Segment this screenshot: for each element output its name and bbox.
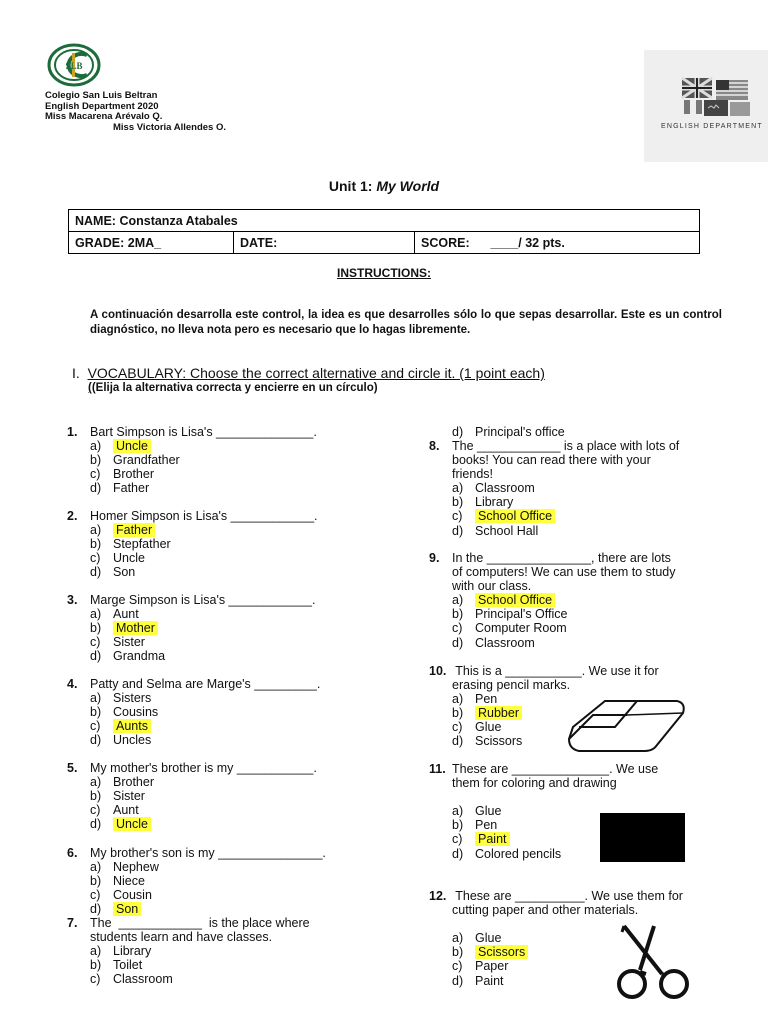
selected-option-text: Aunts — [113, 719, 151, 733]
option-letter: c) — [90, 803, 101, 818]
option-a[interactable] — [90, 607, 315, 621]
option-text: Niece — [113, 874, 145, 889]
option-d[interactable] — [90, 649, 315, 663]
question-9 — [429, 551, 676, 650]
question-number: 1. — [67, 425, 78, 439]
option-letter: d) — [90, 565, 102, 580]
selected-option-text: School Office — [475, 593, 555, 607]
selected-option-text: Uncle — [113, 817, 151, 831]
instructions-title: INSTRUCTIONS: — [337, 266, 431, 280]
option-text: Cousins — [113, 705, 159, 720]
option-letter: a) — [90, 944, 102, 959]
question-text: Patty and Selma are Marge's _________. — [90, 677, 321, 691]
teacher-name-2: Miss Victoria Allendes O. — [113, 121, 226, 133]
section-number: I. — [72, 365, 80, 381]
option-letter: d) — [90, 902, 102, 917]
option-b[interactable] — [90, 874, 326, 888]
option-c[interactable] — [452, 509, 679, 523]
option-letter: d) — [90, 649, 102, 664]
option-text: Grandfather — [113, 453, 180, 468]
section-heading: VOCABULARY: Choose the correct alternative and circle it. (1 point each) — [87, 365, 545, 381]
question-text: My mother's brother is my ___________. — [90, 761, 317, 775]
option-text: Uncles — [113, 733, 152, 748]
option-text: Classroom — [475, 481, 535, 496]
page-title — [0, 178, 768, 194]
option[interactable] — [452, 425, 565, 439]
option-letter: b) — [90, 453, 102, 468]
name-cell: NAME: Constanza Atabales — [69, 210, 700, 232]
option-d[interactable] — [452, 636, 676, 650]
option-a[interactable] — [452, 593, 676, 607]
option-letter: c) — [90, 467, 101, 482]
option-letter: c) — [452, 509, 463, 524]
question-text: students learn and have classes. — [90, 930, 273, 945]
question-text: books! You can read there with your — [452, 453, 651, 468]
question-text: Marge Simpson is Lisa's ____________. — [90, 593, 316, 607]
question-5 — [67, 761, 317, 832]
question-text: Homer Simpson is Lisa's ____________. — [90, 509, 318, 523]
school-logo — [47, 43, 101, 87]
question-number: 7. — [67, 916, 78, 930]
question-number: 3. — [67, 593, 78, 607]
option-c[interactable] — [90, 551, 318, 565]
option-letter: a) — [90, 439, 102, 454]
option-letter: c) — [90, 719, 101, 734]
option-letter: a) — [90, 523, 102, 538]
question-7-continued — [452, 425, 565, 439]
question-number: 8. — [429, 439, 440, 453]
question-text: cutting paper and other materials. — [452, 903, 639, 918]
option-text: Principal's office — [475, 425, 565, 439]
option-letter: c) — [452, 832, 463, 847]
unit-number: Unit 1: — [328, 178, 373, 194]
option-text: Son — [113, 565, 136, 580]
option-b[interactable] — [452, 495, 679, 509]
option-letter: c) — [452, 959, 463, 974]
option-d[interactable] — [452, 524, 679, 538]
option-a[interactable] — [90, 860, 326, 874]
option-letter: b) — [452, 945, 464, 960]
option-text: Library — [113, 944, 152, 959]
option-text: Glue — [475, 804, 502, 819]
option-c[interactable] — [90, 635, 315, 649]
option-text: Sisters — [113, 691, 152, 706]
option-a[interactable] — [90, 775, 317, 789]
selected-option-text: Scissors — [475, 945, 528, 959]
question-4 — [67, 677, 321, 748]
question-7 — [67, 916, 310, 987]
option-letter: c) — [452, 621, 463, 636]
dept-label: ENGLISH DEPARTMENT — [661, 123, 763, 130]
question-number: 9. — [429, 551, 440, 565]
option-text: Principal's Office — [475, 607, 568, 622]
option-d[interactable] — [90, 817, 317, 831]
option-text: Aunt — [113, 607, 139, 622]
option-a[interactable] — [90, 523, 318, 537]
question-text: This is a ___________. We use it for — [452, 664, 659, 678]
selected-option-text: Son — [113, 902, 141, 916]
option-a[interactable] — [90, 691, 320, 705]
option-a[interactable] — [452, 481, 679, 495]
option-letter: a) — [90, 691, 102, 706]
question-text: The ____________ is a place with lots of — [452, 439, 680, 453]
option-text: Uncle — [113, 551, 145, 566]
option-text: Pen — [475, 692, 498, 707]
option-text: Glue — [475, 720, 502, 735]
selected-option-text: Father — [113, 523, 155, 537]
option-letter: d) — [90, 817, 102, 832]
option-letter: d) — [452, 425, 464, 439]
question-text: of computers! We can use them to study — [452, 565, 676, 580]
option-text: Brother — [113, 775, 154, 790]
option-b[interactable] — [90, 453, 317, 467]
option-letter: d) — [452, 635, 464, 650]
school-info — [45, 91, 226, 133]
option-text: Paint — [475, 973, 504, 988]
option-d[interactable] — [90, 733, 320, 747]
question-text: These are __________. We use them for — [452, 889, 683, 903]
option-b[interactable] — [90, 621, 315, 635]
option-letter: a) — [452, 804, 464, 819]
question-text: with our class. — [452, 579, 532, 594]
question-text: These are ______________. We use — [452, 762, 659, 776]
question-1 — [67, 425, 317, 496]
eraser-icon — [565, 693, 690, 757]
option-b[interactable] — [90, 537, 318, 551]
option-text: Brother — [113, 467, 154, 482]
option-letter: a) — [90, 775, 102, 790]
option-letter: d) — [452, 734, 464, 749]
flags-icon — [680, 76, 752, 120]
option-letter: b) — [90, 537, 102, 552]
option-letter: d) — [452, 523, 464, 538]
question-number: 6. — [67, 846, 78, 860]
question-number: 12. — [429, 889, 447, 903]
option-text: Library — [475, 495, 514, 510]
question-6 — [67, 846, 326, 917]
question-text: My brother's son is my _______________. — [90, 846, 326, 860]
option-letter: d) — [452, 973, 464, 988]
question-number: 2. — [67, 509, 78, 523]
question-number: 10. — [429, 664, 447, 678]
teacher-name-1: Miss Macarena Arévalo Q. — [45, 111, 163, 122]
option-letter: b) — [90, 789, 102, 804]
option-b[interactable] — [452, 607, 676, 621]
option-a[interactable] — [90, 439, 317, 453]
option-text: Sister — [113, 789, 145, 804]
option-c[interactable] — [90, 888, 326, 902]
student-info-table — [68, 209, 700, 254]
option-c[interactable] — [90, 719, 320, 733]
option-letter: b) — [452, 706, 464, 721]
option-text: Nephew — [113, 860, 159, 875]
option-b[interactable] — [90, 958, 310, 972]
scissors-icon — [610, 922, 696, 1002]
option-text: Toilet — [113, 958, 143, 973]
selected-option-text: Mother — [113, 621, 158, 635]
selected-option-text: Uncle — [113, 439, 151, 453]
option-letter: a) — [452, 593, 464, 608]
option-text: Colored pencils — [475, 846, 562, 861]
option-c[interactable] — [90, 972, 310, 986]
option-text: School Hall — [475, 523, 539, 538]
school-name: Colegio San Luis Beltran — [45, 90, 158, 101]
option-letter: b) — [452, 818, 464, 833]
option-text: Aunt — [113, 803, 139, 818]
option-letter: a) — [452, 692, 464, 707]
question-text — [452, 790, 658, 804]
question-number: 4. — [67, 677, 78, 691]
score-cell: SCORE: ____/ 32 pts. — [415, 232, 700, 254]
option-letter: d) — [90, 733, 102, 748]
option-letter: c) — [90, 888, 101, 903]
question-number: 11. — [429, 762, 446, 776]
section-subtitle-text: (Elija la alternativa correcta y encierre en un círculo) — [91, 382, 378, 394]
question-2 — [67, 509, 318, 580]
selected-option-text: School Office — [475, 509, 555, 523]
question-text: friends! — [452, 467, 493, 482]
selected-option-text: Paint — [475, 832, 510, 846]
option-text: Classroom — [475, 635, 535, 650]
option-text: Pen — [475, 818, 498, 833]
date-cell: DATE: — [234, 232, 415, 254]
option-a[interactable] — [90, 944, 310, 958]
option-letter: d) — [452, 846, 464, 861]
option-c[interactable] — [90, 803, 317, 817]
option-letter: b) — [90, 705, 102, 720]
unit-name: My World — [376, 178, 440, 194]
question-text: them for coloring and drawing — [452, 776, 617, 791]
option-text: Classroom — [113, 972, 173, 987]
option-c[interactable] — [90, 467, 317, 481]
grade-cell: GRADE: 2MA_ — [69, 232, 234, 254]
question-text: Bart Simpson is Lisa's ______________. — [90, 425, 317, 439]
question-text: In the _______________, there are lots — [452, 551, 671, 565]
option-text: Cousin — [113, 888, 152, 903]
option-letter: a) — [90, 607, 102, 622]
option-text: Computer Room — [475, 621, 567, 636]
option-text: Glue — [475, 931, 502, 946]
option-b[interactable] — [90, 789, 317, 803]
question-8 — [429, 439, 680, 538]
option-letter: c) — [90, 635, 101, 650]
option-c[interactable] — [452, 621, 676, 635]
paint-image — [600, 813, 685, 862]
option-letter: b) — [90, 874, 102, 889]
selected-option-text: Rubber — [475, 706, 522, 720]
section-title — [72, 365, 545, 381]
question-number: 5. — [67, 761, 78, 775]
option-letter: b) — [452, 607, 464, 622]
option-text: Grandma — [113, 649, 166, 664]
option-letter: b) — [90, 958, 102, 973]
question-3 — [67, 593, 316, 664]
option-letter: b) — [90, 621, 102, 636]
instructions-text: A continuación desarrolla este control, la idea es que desarrolles sólo lo que sepas desarrollar. Este es un control diagnóstico, no lleva nota pero es necesario que lo hagas libremente. — [90, 309, 722, 336]
option-d[interactable] — [90, 902, 326, 916]
option-letter: c) — [90, 972, 101, 987]
option-text: Stepfather — [113, 537, 171, 552]
option-letter: c) — [90, 551, 101, 566]
question-text: The ____________ is the place where — [90, 916, 310, 930]
option-letter: a) — [452, 481, 464, 496]
option-text: Sister — [113, 635, 145, 650]
option-d[interactable] — [90, 565, 318, 579]
option-letter: a) — [452, 931, 464, 946]
svg-text:SLB: SLB — [65, 61, 83, 71]
option-letter: c) — [452, 720, 463, 735]
section-subtitle: ((Elija la alternativa correcta y encierre en un círculo) — [88, 382, 378, 394]
option-d[interactable] — [90, 481, 317, 495]
option-text: Father — [113, 481, 150, 496]
question-text: erasing pencil marks. — [452, 678, 571, 693]
option-b[interactable] — [90, 705, 320, 719]
option-text: Paper — [475, 959, 509, 974]
option-text: Scissors — [475, 734, 523, 749]
department-year: English Department 2020 — [45, 100, 159, 112]
option-letter: a) — [90, 860, 102, 875]
english-department-logo — [644, 50, 768, 162]
option-letter: b) — [452, 495, 464, 510]
option-letter: d) — [90, 481, 102, 496]
